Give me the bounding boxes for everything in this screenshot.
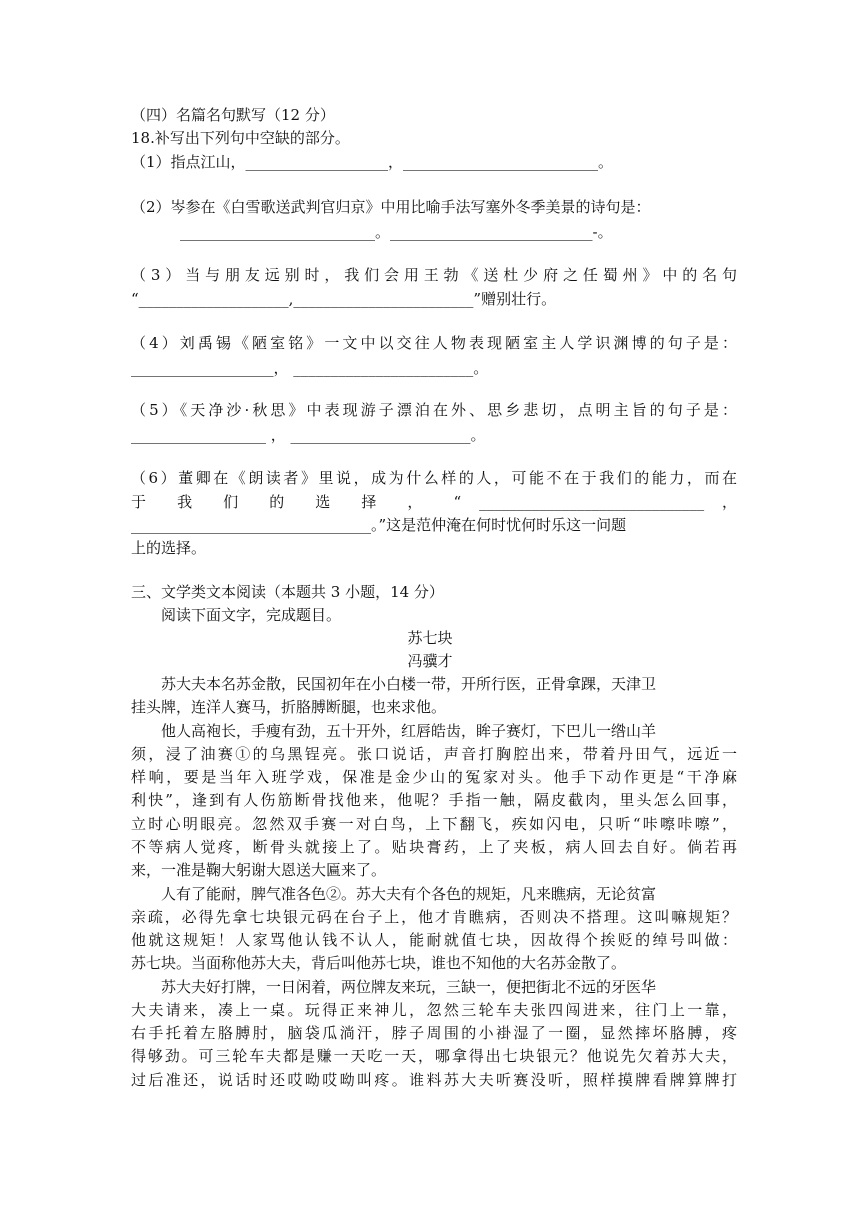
article-author: 冯骥才 [407, 652, 453, 670]
paragraph-line: 利快”，逢到有人伤筋断骨找他来，他呢？手指一触，隔皮截肉，里头怎么回事， [131, 791, 737, 809]
section-heading: 三、文学类文本阅读（本题共 3 小题，14 分） [131, 583, 444, 601]
paragraph-line: 样响，要是当年入班学戏，保准是金少山的冤家对头。他手下动作更是“干净麻 [131, 768, 737, 786]
article-title: 苏七块 [407, 629, 453, 647]
item-3-line-2: “____________________,________________________”赠别壮行。 [131, 290, 557, 308]
paragraph-line: 立时心明眼亮。忽然双手赛一对白鸟，上下翻飞，疾如闪电，只听“咔嚓咔嚓”， [131, 815, 737, 833]
paragraph-line: 须，浸了油赛①的乌黑锃亮。张口说话，声音打胸腔出来，带着丹田气，远近一 [131, 745, 737, 763]
item-4-line-2: ___________________， ________________________。 [131, 359, 489, 377]
item-6-line-4: 上的选择。 [131, 539, 207, 557]
item-1-line-1: （1）指点江山，___________________，__________________________。 [131, 153, 614, 171]
item-5-line-1: （5）《天净沙·秋思》中表现游子漂泊在外、思乡悲切，点明主旨的句子是： [131, 401, 737, 419]
paragraph-line: 他就这规矩！人家骂他认钱不认人，能耐就值七块，因故得个挨贬的绰号叫做： [131, 931, 737, 949]
item-5-line-2: __________________ ， ________________________。 [131, 426, 486, 444]
section-heading: （四）名篇名句默写（12 分） [131, 106, 335, 124]
item-6-line-1: （6）董卿在《朗读者》里说，成为什么样的人，可能不在于我们的能力，而在 [131, 469, 737, 487]
paragraph-line: 过后准还，说话时还哎呦哎呦叫疼。谁料苏大夫听赛没听，照样摸牌看牌算牌打 [131, 1071, 737, 1089]
question-stem: 18.补写出下列句中空缺的部分。 [131, 129, 350, 147]
paragraph-line: 右手托着左胳膊肘，脑袋瓜淌汗，脖子周围的小褂湿了一圈，显然摔坏胳膊，疼 [131, 1024, 737, 1042]
item-2-line-1: （2）岑参在《白雪歌送武判官归京》中用比喻手法写塞外冬季美景的诗句是： [131, 198, 651, 216]
paragraph-line: 得够劲。可三轮车夫都是赚一天吃一天，哪拿得出七块银元？他说先欠着苏大夫， [131, 1047, 737, 1065]
item-2-line-2: __________________________。___________________________-。 [180, 223, 613, 241]
paragraph-line: 大夫请来，凑上一桌。玩得正来神儿，忽然三轮车夫张四闯进来，往门上一靠， [131, 1001, 737, 1019]
paragraph-line: 不等病人觉疼，断骨头就接上了。贴块膏药，上了夹板，病人回去自好。倘若再 [131, 838, 737, 856]
item-3-line-1: （3）当与朋友远别时，我们会用王勃《送杜少府之任蜀州》中的名句 [131, 266, 737, 284]
paragraph-line: 来，一准是鞠大躬谢大恩送大匾来了。 [131, 861, 387, 879]
paragraph-line: 苏大夫好打牌，一日闲着，两位牌友来玩，三缺一，便把街北不远的牙医华 [161, 978, 657, 996]
paragraph-line: 人有了能耐，脾气准各色②。苏大夫有个各色的规矩，凡来瞧病，无论贫富 [161, 885, 657, 903]
paragraph-line: 苏大夫本名苏金散，民国初年在小白楼一带，开所行医，正骨拿踝，天津卫 [161, 675, 657, 693]
reading-instruction: 阅读下面文字，完成题目。 [161, 606, 342, 624]
paragraph-line: 他人高袍长，手瘦有劲，五十开外，红唇皓齿，眸子赛灯，下巴儿一绺山羊 [161, 722, 657, 740]
paragraph-line: 挂头牌，连洋人赛马，折胳膊断腿，也来求他。 [131, 698, 447, 716]
item-4-line-1: （4）刘禹锡《陋室铭》一文中以交往人物表现陋室主人学识渊博的句子是： [131, 334, 737, 352]
item-6-line-3: ________________________________。”这是范仲淹在何时忧何时乐这一问题 [131, 516, 627, 534]
paragraph-line: 苏七块。当面称他苏大夫，背后叫他苏七块，谁也不知他的大名苏金散了。 [131, 954, 627, 972]
paragraph-line: 亲疏，必得先拿七块银元码在台子上，他才肯瞧病，否则决不搭理。这叫嘛规矩？ [131, 908, 737, 926]
item-6-line-2: 于 我 们 的 选 择 ， “ ______________________________ ， [131, 493, 737, 511]
